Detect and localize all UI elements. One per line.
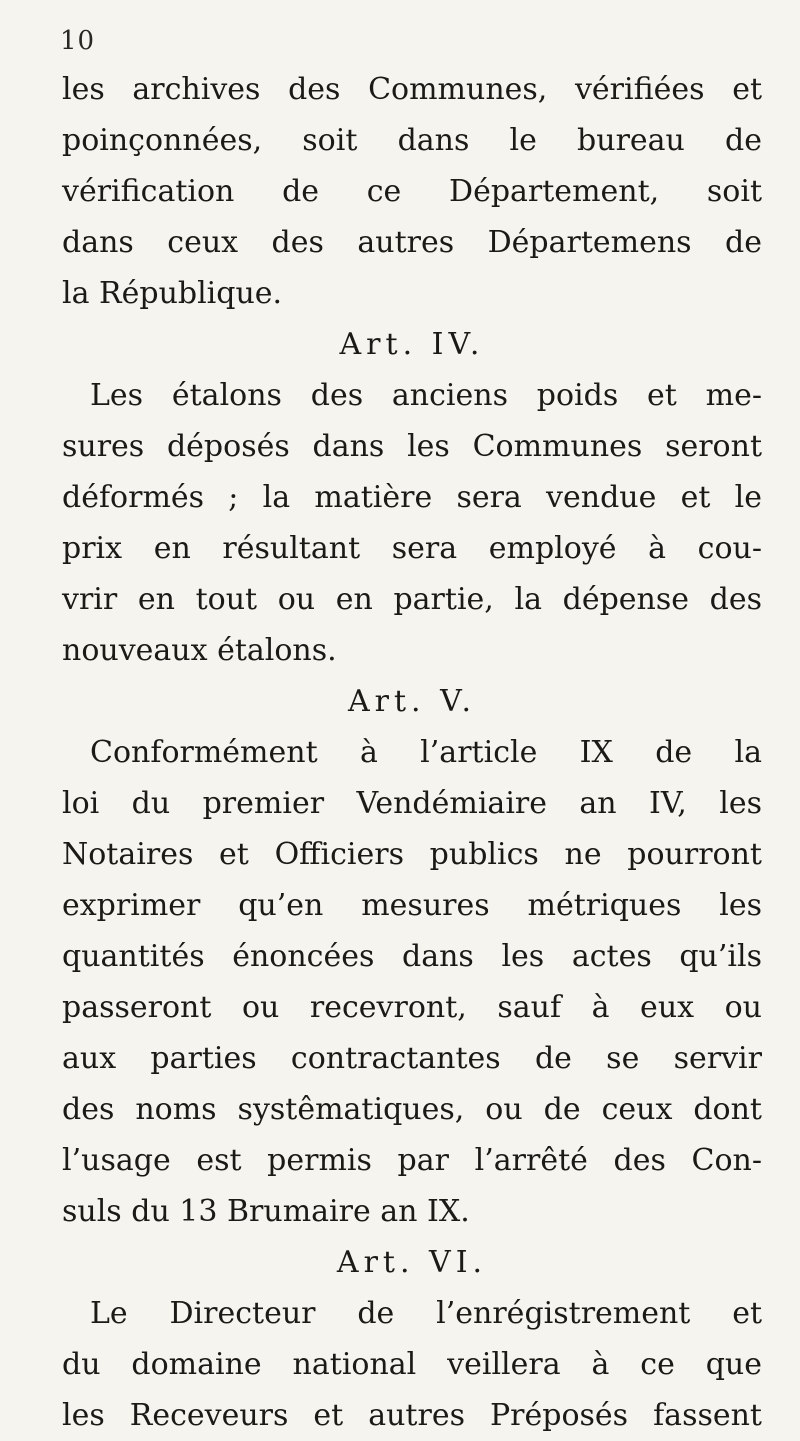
article-heading-iv: Art. IV. [339,327,485,362]
text-line: loi du premier Vendémiaire an IV, les [62,786,762,821]
text-line: suls du 13 Brumaire an IX. [62,1194,470,1229]
text-line: passeront ou recevront, sauf à eux ou [62,990,762,1025]
text-line: vrir en tout ou en partie, la dépense des [62,582,762,617]
text-line: déformés ; la matière sera vendue et le [62,480,762,515]
text-line: Les étalons des anciens poids et me- [90,378,762,413]
text-line: Conformément à l’article IX de la [90,735,762,770]
text-line: Le Directeur de l’enrégistrement et [90,1296,762,1331]
article-heading-v: Art. V. [347,684,477,719]
text-line: sures déposés dans les Communes seront [62,429,762,464]
text-line: aux parties contractantes de se servir [62,1041,762,1076]
text-line: la République. [62,276,283,311]
text-line: exprimer qu’en mesures métriques les [62,888,762,923]
text-line: les archives des Communes, vérifiées et [62,72,762,107]
text-line: des noms systêmatiques, ou de ceux dont [62,1092,762,1127]
text-line: Notaires et Officiers publics ne pourront [62,837,762,872]
text-line: du domaine national veillera à ce que [62,1347,762,1382]
article-heading-vi: Art. VI. [336,1245,488,1280]
text-line: quantités énoncées dans les actes qu’ils [62,939,762,974]
page-number: 10 [60,26,96,56]
text-line: nouveaux étalons. [62,633,337,668]
text-line: les Receveurs et autres Préposés fassent [62,1398,762,1433]
text-line: vérification de ce Département, soit [62,174,762,209]
text-line: dans ceux des autres Départemens de [62,225,762,260]
body-text [62,64,762,1441]
text-line: l’usage est permis par l’arrêté des Con- [62,1143,762,1178]
text-line: poinçonnées, soit dans le bureau de [62,123,762,158]
text-line: prix en résultant sera employé à cou- [62,531,762,566]
